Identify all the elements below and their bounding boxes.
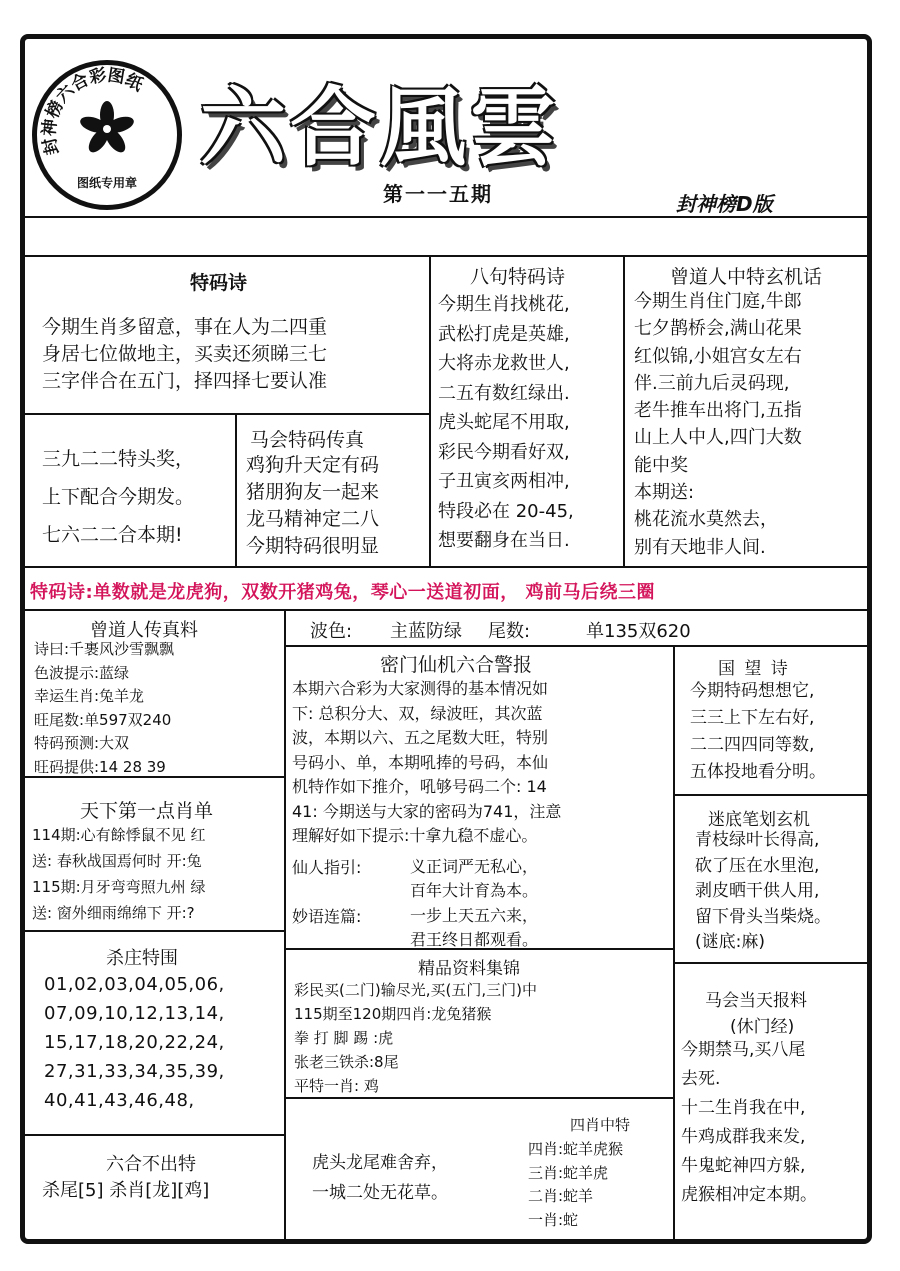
- kill-special-line: 27,31,33,34,35,39,: [44, 1061, 225, 1082]
- eight-line: 今期生肖找桃花,: [438, 294, 570, 315]
- poem-line: 三字伴合在五门，择四择七要认准: [42, 370, 328, 392]
- zeng-xuanji-line: 老牛推车出将门,五指: [634, 400, 802, 422]
- warning-line: 号码小、单，本期吼捧的号码，本仙: [292, 752, 549, 772]
- divider: [623, 255, 625, 567]
- boutique-body: [294, 978, 537, 1098]
- eight-line: 子丑寅亥两相冲,: [438, 471, 570, 492]
- top-single-line: 114期:心有餘悸鼠不见 红: [32, 826, 206, 844]
- guowang-title: 国 望 诗: [718, 659, 790, 679]
- divider: [429, 255, 431, 567]
- boutique-line: 彩民买(二门)输尽光,买(五门,三门)中: [294, 981, 537, 999]
- zeng-fax-body: [34, 638, 174, 779]
- boutique-title: 精品资料集锦: [418, 959, 520, 979]
- riddle-line: 砍了压在水里泡,: [695, 855, 820, 876]
- warning-line: 本期六合彩为大家测得的基本情况如: [292, 679, 549, 698]
- stamp-outer-text: 封神榜六合彩图纸: [39, 65, 147, 157]
- zeng-xuanji-body: [634, 288, 802, 561]
- poem-line: 身居七位做地主，买卖还须睇三七: [42, 343, 328, 365]
- divider: [25, 1134, 285, 1136]
- riddle-body: [695, 828, 831, 956]
- poem-line: 今期生肖多留意，事在人为二四重: [42, 316, 328, 338]
- verse-line: 百年大计育為本。: [410, 881, 539, 900]
- boutique-line: 115期至120期四肖:龙兔猪猴: [294, 1005, 492, 1023]
- four-zodiac-line: 三肖:蛇羊虎: [528, 1163, 609, 1182]
- mahui-fax-title: 马会特码传真: [250, 429, 365, 451]
- mahui-today-line: 今期禁马,买八尾: [681, 1040, 806, 1060]
- divider: [25, 255, 870, 257]
- zeng-xuanji-line: 七夕鹊桥会,满山花果: [634, 318, 802, 340]
- zeng-xuanji-line: 伴.三前九后灵码现,: [634, 372, 790, 394]
- eight-line: 彩民今期看好双,: [438, 441, 570, 463]
- zeng-xuanji-line: 别有天地非人间.: [634, 536, 766, 558]
- zeng-xuanji-title: 曾道人中特玄机话: [670, 266, 823, 288]
- divider: [284, 645, 870, 647]
- top-single-title: 天下第一点肖单: [80, 800, 214, 822]
- banner-text: 特码诗:单数就是龙虎狗，双数开猪鸡兔，琴心一送道初面， 鸡前马后绕三圈: [30, 582, 655, 603]
- zeng-xuanji-line: 桃花流水莫然去，: [634, 509, 778, 531]
- mahui-today-line: 十二生肖我在中,: [681, 1098, 806, 1118]
- tiger-head-line: 一城二处无花草。: [312, 1183, 448, 1203]
- zeng-xuanji-line: 能中奖: [634, 454, 688, 476]
- wave-value: 主蓝防绿: [390, 621, 462, 642]
- zeng-fax-title: 曾道人传真料: [90, 620, 198, 641]
- verse-label: 妙语连篇:: [292, 907, 362, 926]
- four-zodiac-body: [528, 1138, 623, 1232]
- issue-number: 第一一五期: [383, 182, 493, 206]
- verse-body: [410, 855, 538, 903]
- verse-line: 义正词严无私心，: [410, 857, 539, 876]
- not-out-title: 六合不出特: [106, 1154, 196, 1175]
- divider: [25, 609, 870, 611]
- bauhinia-icon: [78, 101, 136, 156]
- eight-line: 大将赤龙救世人,: [438, 353, 570, 374]
- four-zodiac-line: 四肖:蛇羊虎猴: [528, 1140, 624, 1158]
- eight-lines-body: [438, 290, 574, 556]
- verse-line: 一步上天五六来，: [410, 906, 539, 925]
- riddle-line: (谜底:麻): [695, 932, 765, 952]
- mahui-fax-line: 今期特码很明显: [246, 535, 380, 557]
- divider: [25, 413, 430, 415]
- mahui-today-line: 虎猴相冲定本期。: [681, 1185, 817, 1205]
- zeng-fax-line: 色波提示:蓝绿: [34, 663, 130, 682]
- riddle-line: 剥皮晒干供人用,: [695, 881, 820, 901]
- poem-title: 特码诗: [190, 272, 248, 294]
- eight-line: 二五有数红绿出.: [438, 382, 570, 404]
- eight-line: 武松打虎是英雄,: [438, 323, 570, 345]
- mahui-fax-line: 鸡狗升天定有码: [246, 454, 380, 476]
- kill-special-line: 15,17,18,20,22,24,: [44, 1032, 225, 1053]
- boutique-line: 张老三铁杀:8尾: [294, 1053, 399, 1071]
- zeng-xuanji-line: 今期生肖住门庭,牛郎: [634, 291, 802, 312]
- eight-line: 特段必在 20-45,: [438, 500, 574, 522]
- zeng-xuanji-line: 红似锦,小姐宫女左右: [634, 345, 802, 367]
- top-single-line: 送: 春秋战国焉何时 开:兔: [32, 852, 202, 870]
- tail-value: 单135双620: [586, 621, 691, 642]
- stamp-inner-text: 图纸专用章: [76, 176, 138, 190]
- divider: [673, 794, 870, 796]
- riddle-title: 迷底笔划玄机: [708, 810, 810, 830]
- warning-line: 机特作如下推介，吼够号码二个: 14: [292, 777, 547, 796]
- zeng-xuanji-line: 本期送:: [634, 482, 695, 504]
- zeng-fax-line: 旺码提供:14 28 39: [34, 757, 166, 776]
- divider: [284, 609, 286, 1241]
- four-zodiac-line: 一肖:蛇: [528, 1210, 579, 1229]
- guowang-line: 三三上下左右好,: [690, 708, 815, 728]
- zeng-fax-line: 特码预测:大双: [34, 734, 130, 752]
- warning-line: 下: 总积分大、双，绿波旺，其次蓝: [292, 703, 543, 723]
- wave-label: 波色:: [310, 621, 353, 642]
- four-zodiac-title: 四肖中特: [570, 1116, 631, 1134]
- kill-special-title: 杀庄特围: [106, 948, 178, 969]
- poem-body: [42, 314, 327, 395]
- divider: [235, 413, 237, 567]
- kill-special-line: 07,09,10,12,13,14,: [44, 1003, 225, 1024]
- zeng-fax-line: 旺尾数:单597双240: [34, 710, 172, 729]
- divider: [25, 216, 870, 218]
- guowang-body: [690, 678, 826, 786]
- mahui-fax-body: [246, 452, 379, 560]
- seal-stamp: [32, 60, 182, 210]
- kill-special-line: 01,02,03,04,05,06,: [44, 974, 225, 995]
- couplet-line: 三九二二特头奖，: [42, 448, 195, 470]
- riddle-line: 青枝绿叶长得高,: [695, 830, 820, 850]
- kill-special-body: [44, 970, 225, 1115]
- top-single-body: [32, 822, 205, 926]
- divider: [673, 645, 675, 1241]
- zeng-xuanji-line: 山上人中人,四门大数: [634, 427, 802, 449]
- four-zodiac-line: 二肖:蛇羊: [528, 1187, 594, 1205]
- boutique-line: 拳 打 脚 踢 :虎: [294, 1029, 394, 1047]
- verse-line: 君王终日都观看。: [410, 930, 539, 949]
- warning-line: 波，本期以六、五之尾数大旺，特别: [292, 728, 549, 747]
- mahui-today-subtitle: (休门经): [730, 1017, 795, 1037]
- couplet-body: [42, 440, 194, 554]
- warning-body: [292, 677, 561, 849]
- mahui-today-title: 马会当天报料: [705, 991, 807, 1011]
- verse-label: 仙人指引:: [292, 858, 362, 877]
- divider: [25, 566, 870, 568]
- top-single-line: 115期:月牙弯弯照九州 绿: [32, 878, 206, 896]
- masthead-title: 六合風雲: [200, 77, 560, 178]
- not-out-line: 杀尾[5] 杀肖[龙][鸡]: [42, 1180, 210, 1201]
- guowang-line: 五体投地看分明。: [690, 762, 826, 782]
- divider: [25, 930, 285, 932]
- kill-special-line: 40,41,43,46,48,: [44, 1090, 195, 1111]
- warning-line: 41: 今期送与大家的密码为741，注意: [292, 801, 562, 821]
- guowang-line: 今期特码想想它,: [690, 681, 815, 701]
- zeng-fax-line: 幸运生肖:兔羊龙: [34, 687, 145, 705]
- mahui-today-body: [681, 1036, 817, 1210]
- guowang-line: 二二四四同等数,: [690, 735, 815, 755]
- mahui-today-line: 去死.: [681, 1069, 721, 1089]
- mahui-fax-line: 猪朋狗友一起来: [246, 481, 380, 503]
- top-single-line: 送: 窗外细雨绵绵下 开:?: [32, 904, 195, 922]
- eight-line: 想要翻身在当日.: [438, 530, 570, 551]
- warning-line: 理解好如下提示:十拿九稳不虚心。: [292, 826, 538, 845]
- mahui-fax-line: 龙马精神定二八: [246, 508, 380, 530]
- riddle-line: 留下骨头当柴烧。: [695, 906, 831, 927]
- divider: [673, 962, 870, 964]
- couplet-line: 上下配合今期发。: [42, 486, 195, 508]
- edition-label: 封神榜D版: [676, 192, 773, 216]
- tail-label: 尾数:: [488, 621, 531, 642]
- mahui-today-line: 牛鬼蛇神四方躲,: [681, 1156, 806, 1176]
- warning-title: 密门仙机六合警报: [380, 654, 533, 676]
- eight-line: 虎头蛇尾不用取,: [438, 412, 570, 433]
- couplet-line: 七六二二合本期!: [42, 524, 183, 546]
- mahui-today-line: 牛鸡成群我来发,: [681, 1127, 806, 1147]
- zeng-fax-line: 诗曰:千裹风沙雪飘飘: [34, 640, 175, 658]
- boutique-line: 平特一肖: 鸡: [294, 1077, 379, 1095]
- eight-lines-title: 八句特码诗: [470, 266, 566, 288]
- tiger-head-body: [312, 1148, 448, 1208]
- tiger-head-line: 虎头龙尾难舍弃，: [312, 1153, 448, 1173]
- verse-body: [410, 904, 538, 952]
